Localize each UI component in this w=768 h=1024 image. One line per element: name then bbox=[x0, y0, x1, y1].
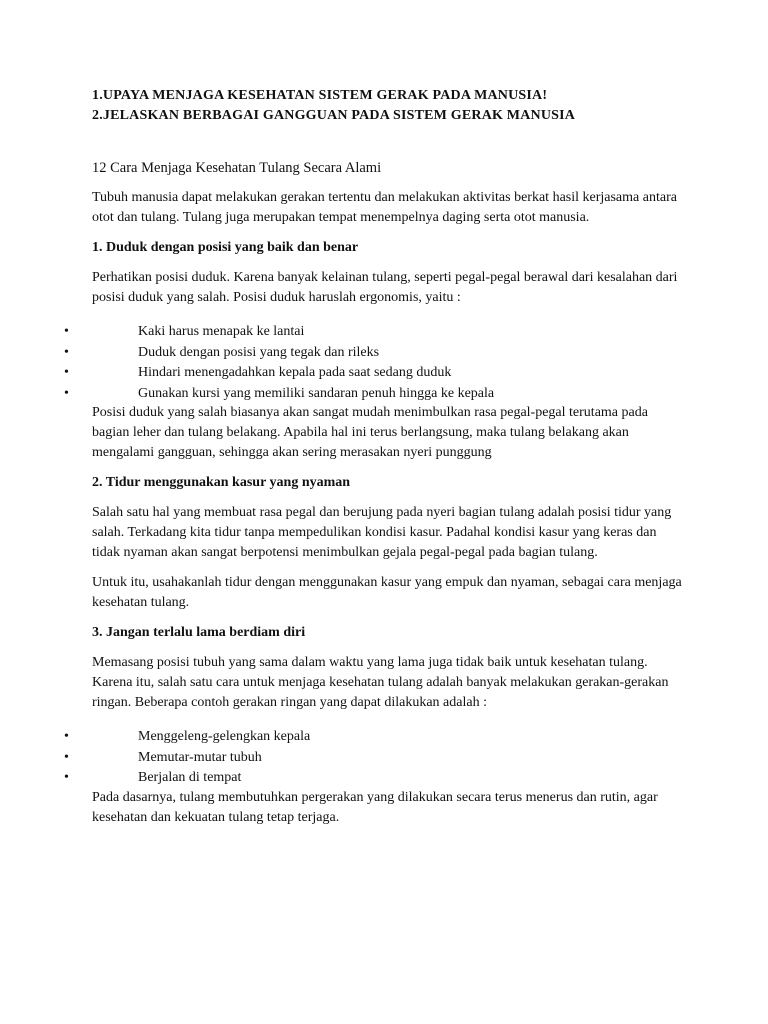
section-2-paragraph-2: Untuk itu, usahakanlah tidur dengan menggunakan kasur yang empuk dan nyaman, sebagai cara menjaga kesehatan tulang. bbox=[92, 575, 682, 610]
bullet-icon: • bbox=[64, 770, 69, 785]
list-item-text: Hindari menengadahkan kepala pada saat sedang duduk bbox=[138, 365, 452, 380]
list-item-text: Gunakan kursi yang memiliki sandaran penuh hingga ke kepala bbox=[138, 385, 495, 401]
list-item-text: Memutar-mutar tubuh bbox=[138, 749, 262, 765]
list-item bbox=[64, 384, 682, 405]
section-3-bullet-list bbox=[64, 727, 682, 789]
title-line-2: 2.JELASKAN BERBAGAI GANGGUAN PADA SISTEM GERAK MANUSIA bbox=[92, 108, 576, 123]
list-item bbox=[64, 322, 682, 343]
section-3-paragraph-1: Memasang posisi tubuh yang sama dalam waktu yang lama juga tidak baik untuk kesehatan tulang. Karena itu, salah satu cara untuk menjaga kesehatan tulang adalah banyak melakukan gerakan-gerakan ringan. Beberapa contoh gerakan ringan yang dapat dilakukan adalah : bbox=[92, 655, 669, 710]
list-item bbox=[64, 343, 682, 364]
list-item bbox=[64, 363, 682, 384]
list-item-text: Berjalan di tempat bbox=[138, 770, 242, 785]
list-item-text: Menggeleng-gelengkan kepala bbox=[138, 729, 311, 744]
list-item bbox=[64, 748, 682, 769]
main-heading: 12 Cara Menjaga Kesehatan Tulang Secara Alami bbox=[92, 160, 382, 176]
section-3-paragraph-2: Pada dasarnya, tulang membutuhkan pergerakan yang dilakukan secara terus menerus dan rutin, agar kesehatan dan kekuatan tulang tetap terjaga. bbox=[92, 789, 658, 825]
section-1-paragraph-1: Perhatikan posisi duduk. Karena banyak kelainan tulang, seperti pegal-pegal berawal dari kesalahan dari posisi duduk yang salah. Posisi duduk haruslah ergonomis, yaitu : bbox=[92, 270, 678, 305]
bullet-icon: • bbox=[64, 749, 69, 765]
document-body bbox=[64, 86, 682, 838]
section-1-heading: 1. Duduk dengan posisi yang baik dan benar bbox=[92, 240, 359, 255]
section-2-heading: 2. Tidur menggunakan kasur yang nyaman bbox=[92, 475, 351, 490]
bullet-icon: • bbox=[64, 729, 69, 744]
list-item-text: Duduk dengan posisi yang tegak dan rileks bbox=[138, 344, 380, 360]
section-1-paragraph-2: Posisi duduk yang salah biasanya akan sangat mudah menimbulkan rasa pegal-pegal terutama pada bagian leher dan tulang belakang. Apabila hal ini terus berlangsung, maka tulang belakang akan mengalami gangguan, sehingga akan sering merasakan nyeri punggung bbox=[92, 405, 648, 460]
bullet-icon: • bbox=[64, 344, 69, 360]
list-item bbox=[64, 727, 682, 748]
section-2-paragraph-1: Salah satu hal yang membuat rasa pegal dan berujung pada nyeri bagian tulang adalah posisi tidur yang salah. Terkadang kita tidur tanpa mempedulikan kondisi kasur. Padahal kondisi kasur yang keras dan tidak nyaman akan sangat berpotensi menimbulkan gejala pegal-pegal pada bagian tulang. bbox=[92, 505, 672, 560]
list-item-text: Kaki harus menapak ke lantai bbox=[138, 324, 305, 339]
bullet-icon: • bbox=[64, 324, 69, 339]
title-line-1: 1.UPAYA MENJAGA KESEHATAN SISTEM GERAK PADA MANUSIA! bbox=[92, 88, 548, 103]
section-1-bullet-list bbox=[64, 322, 682, 404]
intro-paragraph: Tubuh manusia dapat melakukan gerakan tertentu dan melakukan aktivitas berkat hasil kerjasama antara otot dan tulang. Tulang juga merupakan tempat menempelnya daging serta otot manusia. bbox=[92, 190, 677, 225]
bullet-icon: • bbox=[64, 385, 69, 401]
list-item bbox=[64, 768, 682, 789]
section-3-heading: 3. Jangan terlalu lama berdiam diri bbox=[92, 625, 306, 640]
bullet-icon: • bbox=[64, 365, 69, 380]
